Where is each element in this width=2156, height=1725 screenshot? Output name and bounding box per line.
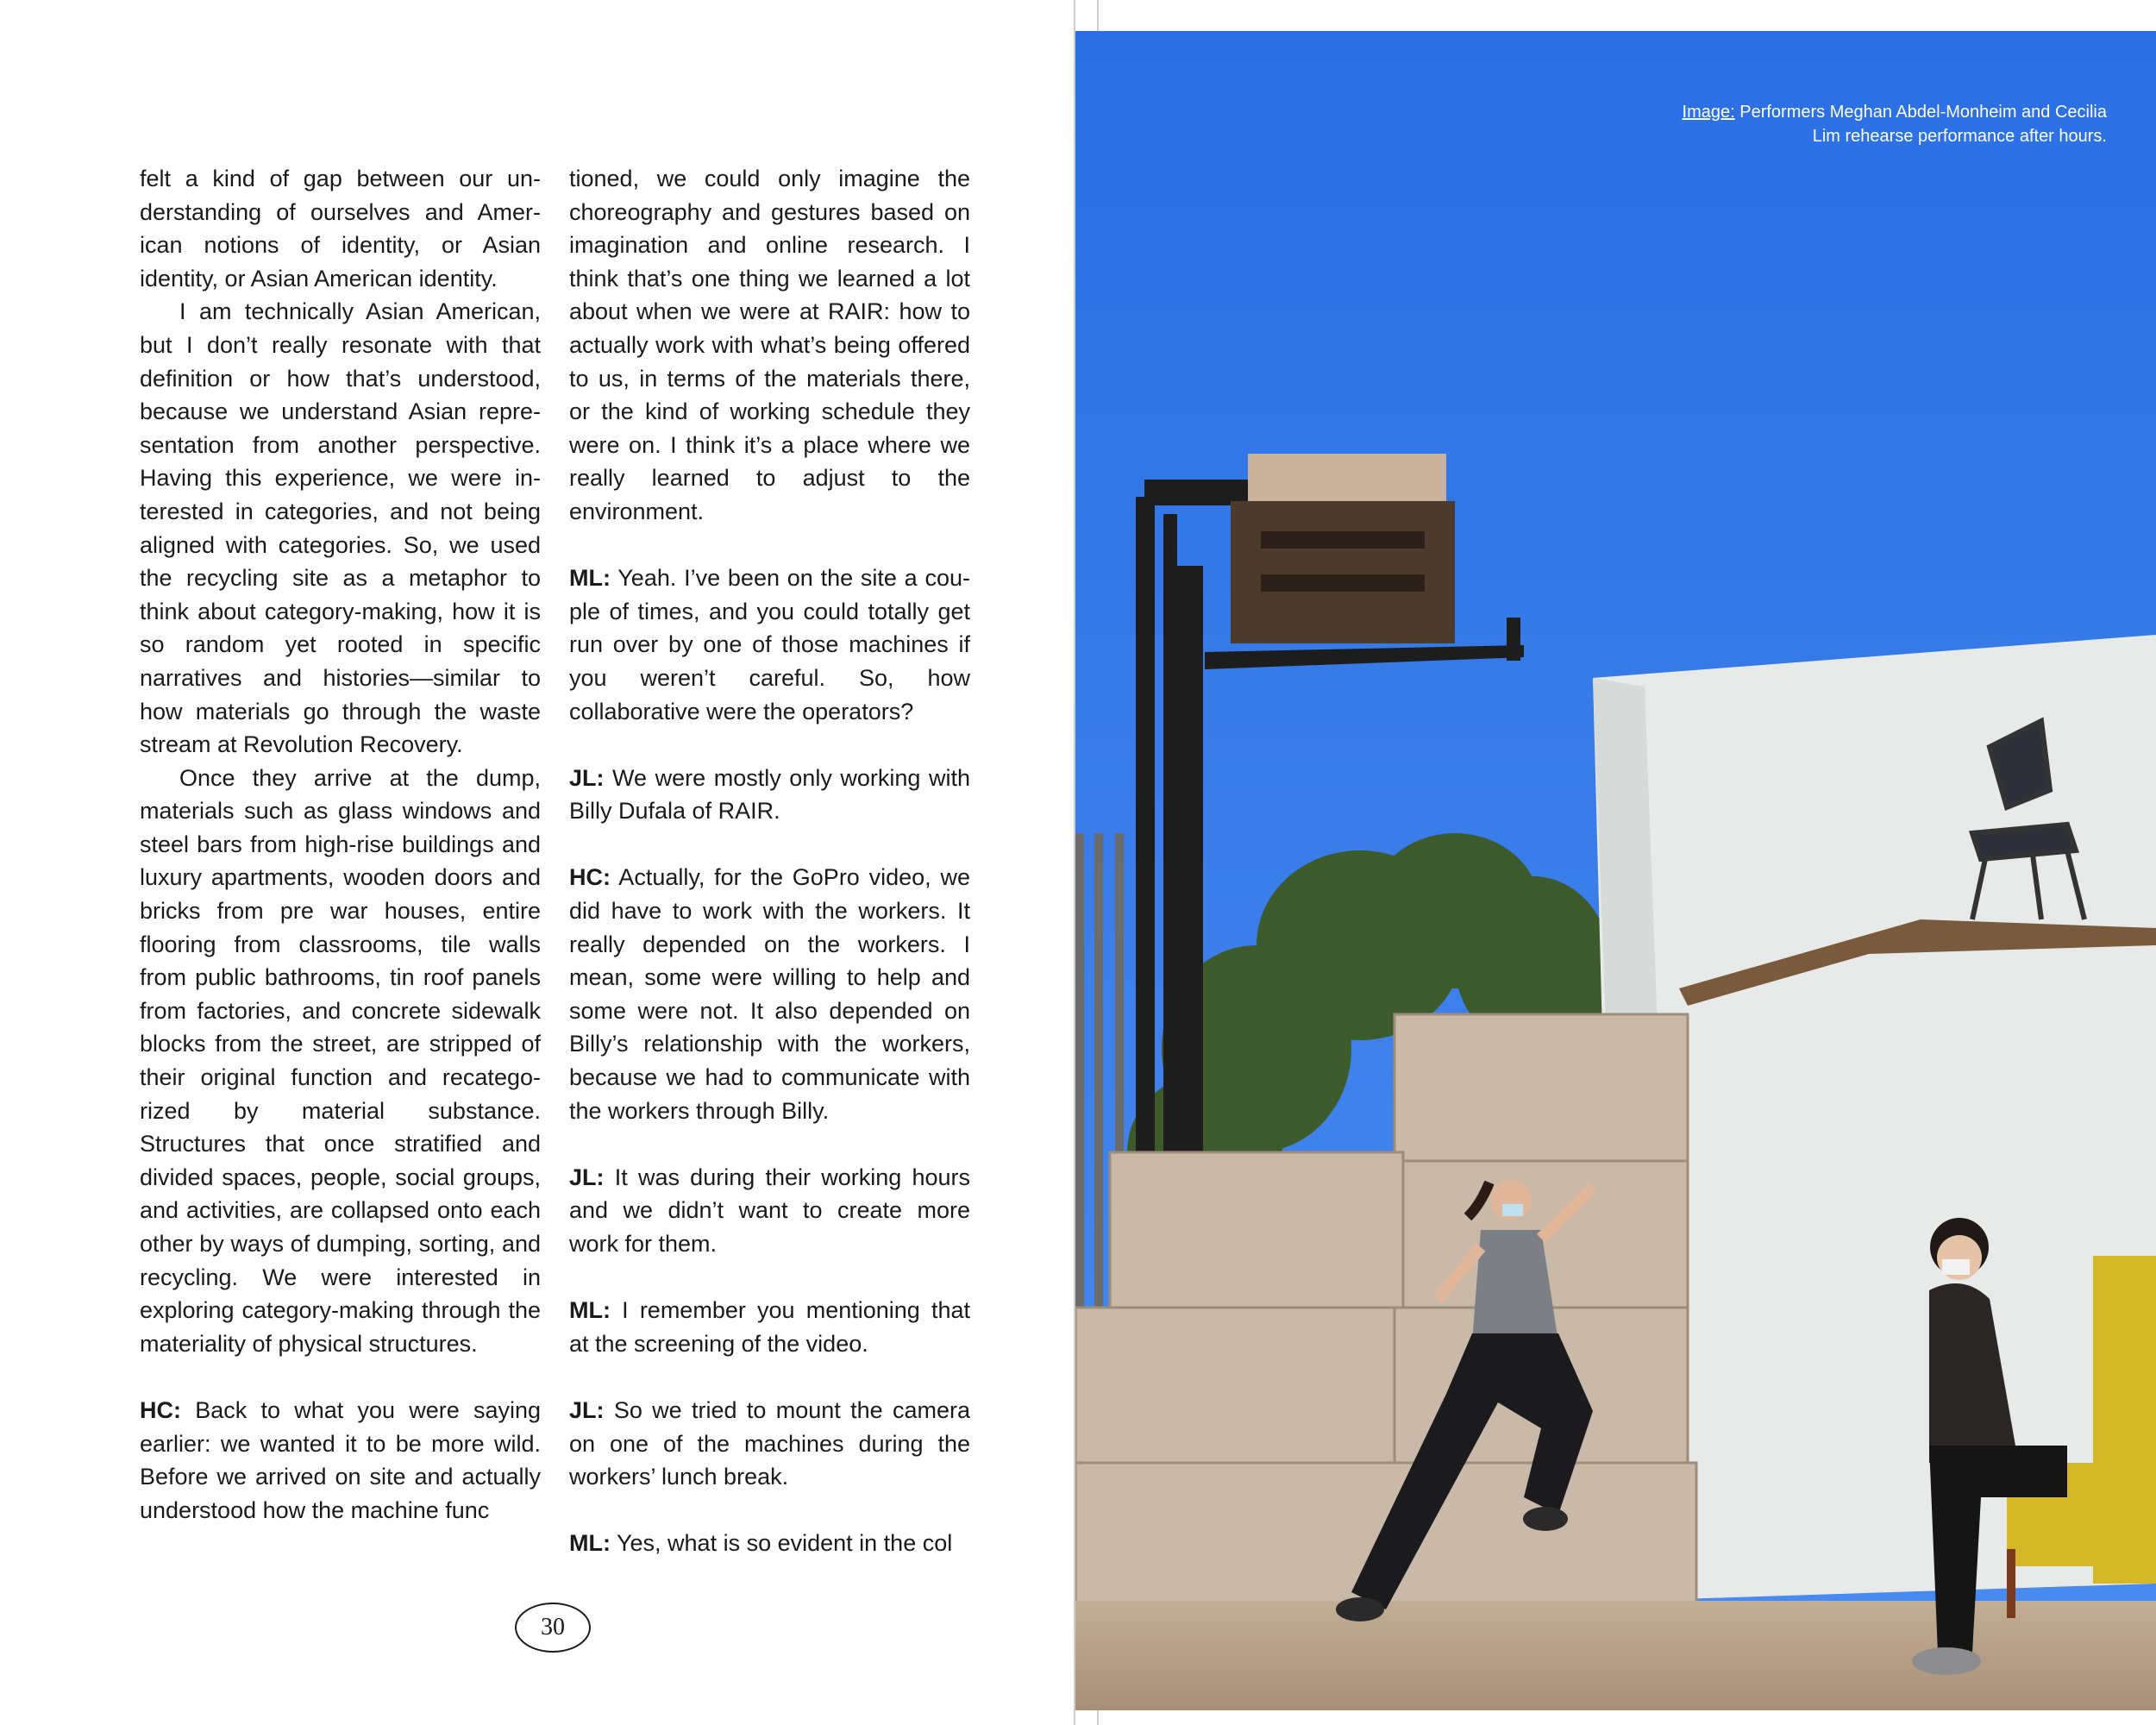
paragraph-text: Back to what you were saying earlier: we wanted it to be more wild. Before we arrived on site and actually understood how the machine func [140,1396,541,1523]
paragraph [569,1294,970,1360]
paragraph-text: So we tried to mount the camera on one of the machines during the workers’ lunch break. [569,1396,970,1490]
speaker-initials: HC: [140,1396,181,1423]
ground [1075,1601,2156,1710]
left-page [0,0,1074,1725]
photo-caption [1658,100,2107,148]
speaker-initials: JL: [569,764,605,791]
paragraph [140,1394,541,1527]
paragraph-text: Actually, for the GoPro video, we did have to work with the workers. It really depended on the workers. I mean, some were willing to help and some were not. It also depended on Billy’s relationship with the workers, because we had to communicate with the workers through Billy. [569,864,970,1124]
paragraph [140,295,541,761]
text-column-right [569,162,970,1560]
paragraph [569,162,970,529]
paragraph [569,1394,970,1494]
paragraph [569,861,970,1127]
paragraph-text: Yes, what is so evident in the col [610,1530,953,1557]
paragraph [569,762,970,828]
page-number: 30 [515,1603,591,1653]
speaker-initials: HC: [569,864,611,891]
paragraph [569,1161,970,1261]
paragraph-text: Once they arrive at the dump, materials such as glass windows and steel bars from high-rise buildings and luxury apartments, wooden doors and bricks from pre war houses, entire flooring from classrooms, tile walls from public bathrooms, tin roof panels from factories, and concrete sidewalk blocks from the street, are stripped of their original function and recategorized by material substance. Structures that once stratified and divided spaces, people, social groups, and activities, are collapsed onto each other by ways of dumping, sorting, and recycling. We were interested in exploring category-making through the materiality of physical structures. [140,764,541,1357]
caption-label: Image: [1682,103,1735,122]
rehearsal-photo [1075,31,2156,1710]
speaker-initials: JL: [569,1396,605,1423]
paragraph-text: I am technically Asian American, but I don’t really resonate with that definition or how that’s understood, because we understand Asian representation from another perspective. Having this experience, we were interested in categories, and not being aligned with categories. So, we used the recycling site as a metaphor to think about category-making, how it is so random yet rooted in specific narratives and histories—similar to how materials go through the waste stream at Revolution Recovery. [140,298,541,758]
text-column-left [140,162,541,1527]
photo-page [1075,31,2156,1710]
paragraph-text: tioned, we could only imagine the choreography and gestures based on imagination and online research. I think that’s one thing we learned a lot about when we were at RAIR: how to actually work with what’s being offered to us, in terms of the materials there, or the kind of working schedule they were on. I think it’s a place where we really learned to adjust to the environment. [569,166,970,524]
paragraph [140,762,541,1361]
paragraph [569,1527,970,1560]
paragraph-text: It was during their working hours and we didn’t want to create more work for them. [569,1164,970,1257]
speaker-initials: ML: [569,1530,611,1557]
paragraph-text: We were mostly only working with Billy Dufala of RAIR. [569,764,970,825]
caption-text: Performers Meghan Abdel-Monheim and Cecilia Lim rehearse performance after hours. [1734,103,2107,146]
speaker-initials: JL: [569,1164,605,1190]
paragraph-text: Yeah. I’ve been on the site a couple of times, and you could totally get run over by one of those machines if you weren’t careful. So, how collaborative were the operators? [569,565,970,724]
paragraph-text: felt a kind of gap between our understanding of ourselves and American notions of identity, or Asian identity, or Asian American identity. [140,166,541,292]
paragraph-text: I remember you mentioning that at the screening of the video. [569,1297,970,1357]
paragraph [569,561,970,728]
speaker-initials: ML: [569,565,611,592]
speaker-initials: ML: [569,1297,611,1324]
paragraph [140,162,541,295]
